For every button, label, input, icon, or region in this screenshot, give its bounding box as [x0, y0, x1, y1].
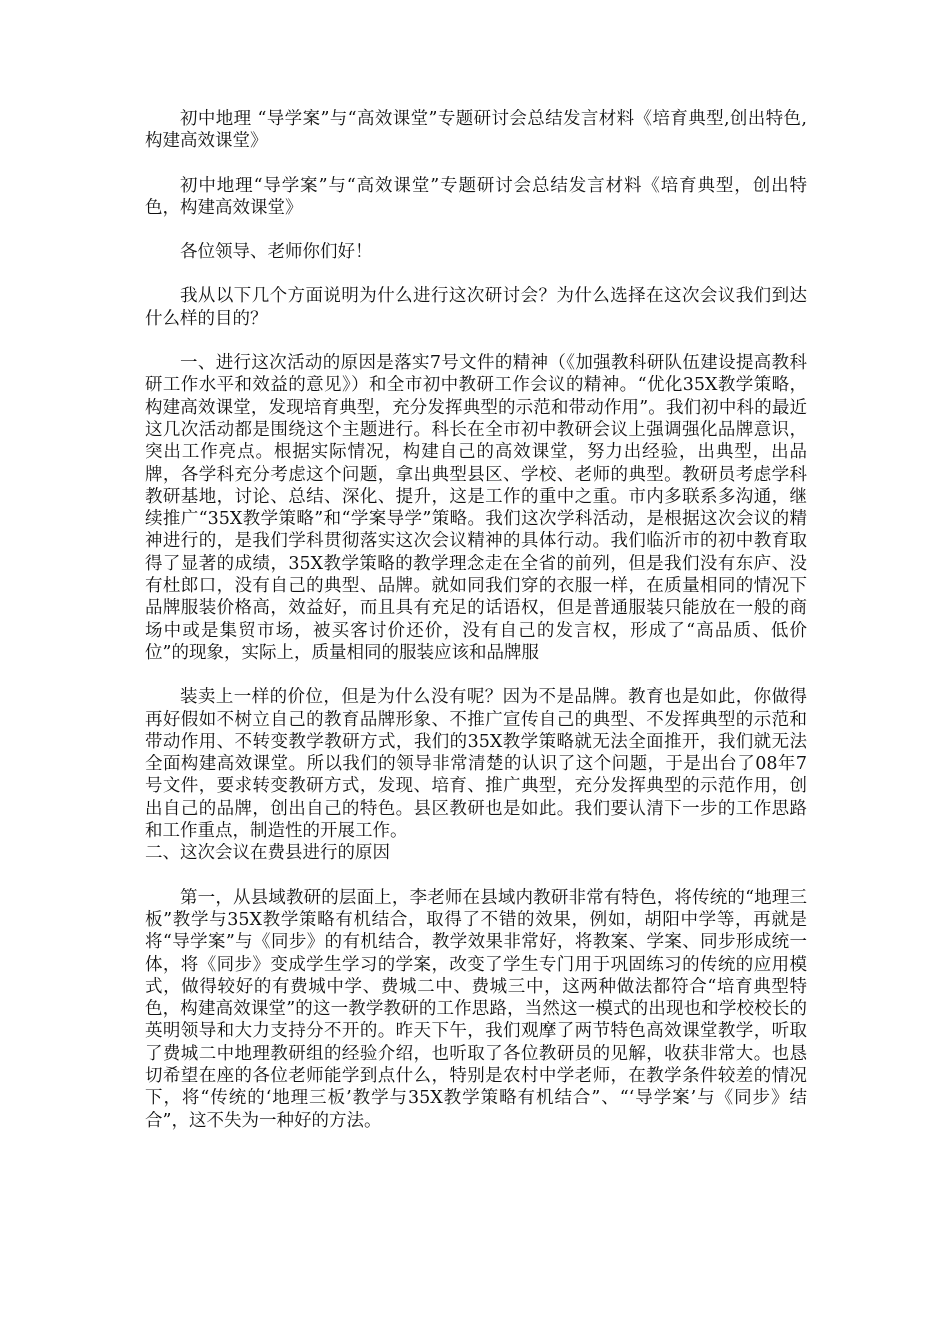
- document-page: [145, 108, 807, 1154]
- section-1-continued: 装卖上一样的价位，但是为什么没有呢？因为不是品牌。教育也是如此，你做得再好假如不树立自己的教育品牌形象、不推广宣传自己的典型、不发挥典型的示范和带动作用、不转变教学教研方式，我们的35X教学策略就无法全面推开，我们就无法全面构建高效课堂。所以我们的领导非常清楚的认识了这个问题，于是出台了08年7号文件，要求转变教研方式，发现、培育、推广典型，充分发挥典型的示范作用，创出自己的品牌，创出自己的特色。县区教研也是如此。我们要认清下一步的工作思路和工作重点，制造性的开展工作。: [145, 687, 807, 842]
- greeting: 各位领导、老师你们好！: [180, 242, 373, 263]
- section-2-paragraph: 第一，从县域教研的层面上，李老师在县域内教研非常有特色，将传统的“地理三板”教学与35X教学策略有机结合，取得了不错的效果，例如，胡阳中学等，再就是将“导学案”与《同步》的有机结合，教学效果非常好，将教案、学案、同步形成统一体，将《同步》变成学生学习的学案，改变了学生专门用于巩固练习的传统的应用模式，做得较好的有费城中学、费城二中、费城三中，这两种做法都符合“培育典型特色，构建高效课堂”的这一教学教研的工作思路，当然这一模式的出现也和学校校长的英明领导和大力支持分不开的。昨天下午，我们观摩了两节特色高效课堂教学，听取了费城二中地理教研组的经验介绍，也听取了各位教研员的见解，收获非常大。也恳切希望在座的各位老师能学到点什么，特别是农村中学老师，在教学条件较差的情况下，将“传统的‘地理三板’教学与35X教学策略有机结合”、“‘导学案’与《同步》结合”，这不失为一种好的方法。: [145, 887, 807, 1131]
- section-1-paragraph: 一、进行这次活动的原因是落实7号文件的精神（《加强教科研队伍建设提高教科研工作水平和效益的意见》）和全市初中教研工作会议的精神。“优化35X教学策略，构建高效课堂，发现培育典型，充分发挥典型的示范和带动作用”。我们初中科的最近这几次活动都是围绕这个主题进行。科长在全市初中教研会议上强调强化品牌意识，突出工作亮点。根据实际情况，构建自己的高效课堂，努力出经验，出典型，出品牌，各学科充分考虑这个问题，拿出典型县区、学校、老师的典型。教研员考虑学科教研基地，讨论、总结、深化、提升，这是工作的重中之重。市内多联系多沟通，继续推广“35X教学策略”和“学案导学”策略。我们这次学科活动，是根据这次会议的精神进行的，是我们学科贯彻落实这次会议精神的具体行动。我们临沂市的初中教育取得了显著的成绩，35X教学策略的教学理念走在全省的前列，但是我们没有东庐、没有杜郎口，没有自己的典型、品牌。就如同我们穿的衣服一样，在质量相同的情况下品牌服装价格高，效益好，而且具有充足的话语权，但是普通服装只能放在一般的商场中或是集贸市场，被买客讨价还价，没有自己的发言权，形成了“高品质、低价位”的现象，实际上，质量相同的服装应该和品牌服: [145, 353, 807, 663]
- doc-title-2: 初中地理“导学案”与“高效课堂”专题研讨会总结发言材料《培育典型，创出特色，构建高效课堂》: [145, 175, 807, 218]
- section-2-heading: 二、这次会议在费县进行的原因: [145, 843, 390, 864]
- doc-title-1: 初中地理 “导学案”与“高效课堂”专题研讨会总结发言材料《培育典型,创出特色,构建高效课堂》: [145, 109, 807, 152]
- intro-paragraph: 我从以下几个方面说明为什么进行这次研讨会？为什么选择在这次会议我们到达什么样的目的？: [145, 286, 807, 329]
